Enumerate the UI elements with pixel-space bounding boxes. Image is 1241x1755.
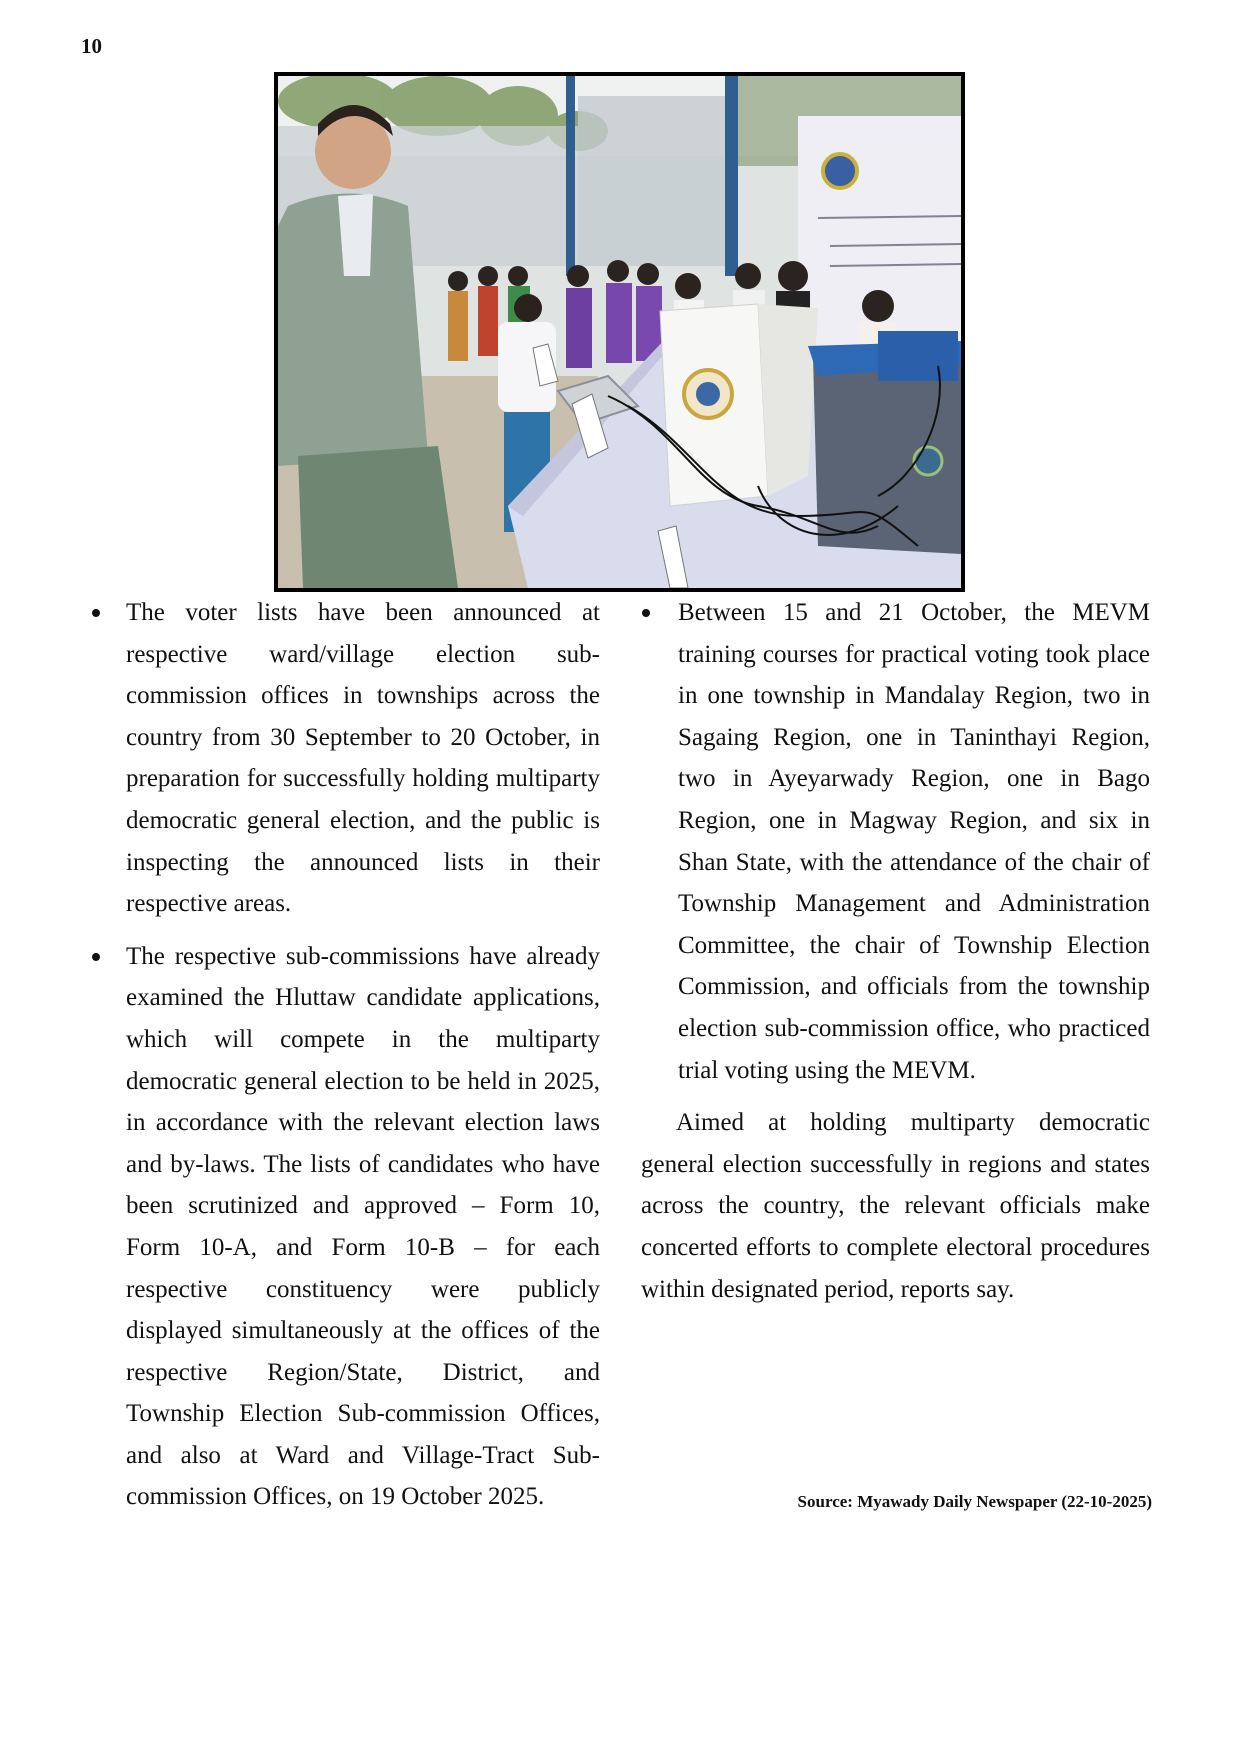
bullet-text: The voter lists have been announced at respective ward/village election sub-commission offices in townships across the country from 30 September to 20 October, in preparation for successfully holding multiparty democratic general election, and the public is inspecting the announced lists in their respective areas. xyxy=(126,599,600,918)
closing-paragraph: Aimed at holding multiparty democratic general election successfully in regions and states across the country, the relevant officials make concerted efforts to complete electoral procedures within designated period, reports say. xyxy=(641,1109,1150,1303)
page-number: 10 xyxy=(81,34,102,58)
bullet-voter-lists xyxy=(80,592,600,925)
bullet-mevm-training xyxy=(636,592,1150,1091)
source-citation: Source: Myawady Daily Newspaper (22-10-2025) xyxy=(797,1492,1152,1511)
article-photo xyxy=(274,72,965,592)
voting-demonstration-illustration xyxy=(278,76,961,588)
bullet-icon xyxy=(92,609,100,617)
bullet-text: The respective sub-commissions have already examined the Hluttaw candidate applications, which will compete in the multiparty democratic general election to be held in 2025, in accordance with the relevant election laws and by-laws. The lists of candidates who have been scrutinized and approved – Form 10, Form 10-A, and Form 10-B – for each respective constituency were publicly displayed simultaneously at the offices of the respective Region/State, District, and Township Election Sub-commission Offices, and also at Ward and Village-Tract Sub-commission Offices, on 19 October 2025. xyxy=(126,942,600,1511)
bullet-text: Between 15 and 21 October, the MEVM training courses for practical voting took place in one township in Mandalay Region, two in Sagaing Region, one in Taninthayi Region, two in Ayeyarwady Region, one in Bago Region, one in Magway Region, and six in Shan State, with the attendance of the chair of Township Management and Administration Committee, the chair of Township Election Commission, and officials from the township election sub-commission office, who practiced trial voting using the MEVM. xyxy=(678,599,1150,1084)
right-column xyxy=(636,592,1150,1310)
bullet-icon xyxy=(642,609,650,617)
bullet-candidate-lists xyxy=(80,936,600,1518)
bullet-icon xyxy=(92,953,100,961)
left-column xyxy=(80,592,600,1529)
